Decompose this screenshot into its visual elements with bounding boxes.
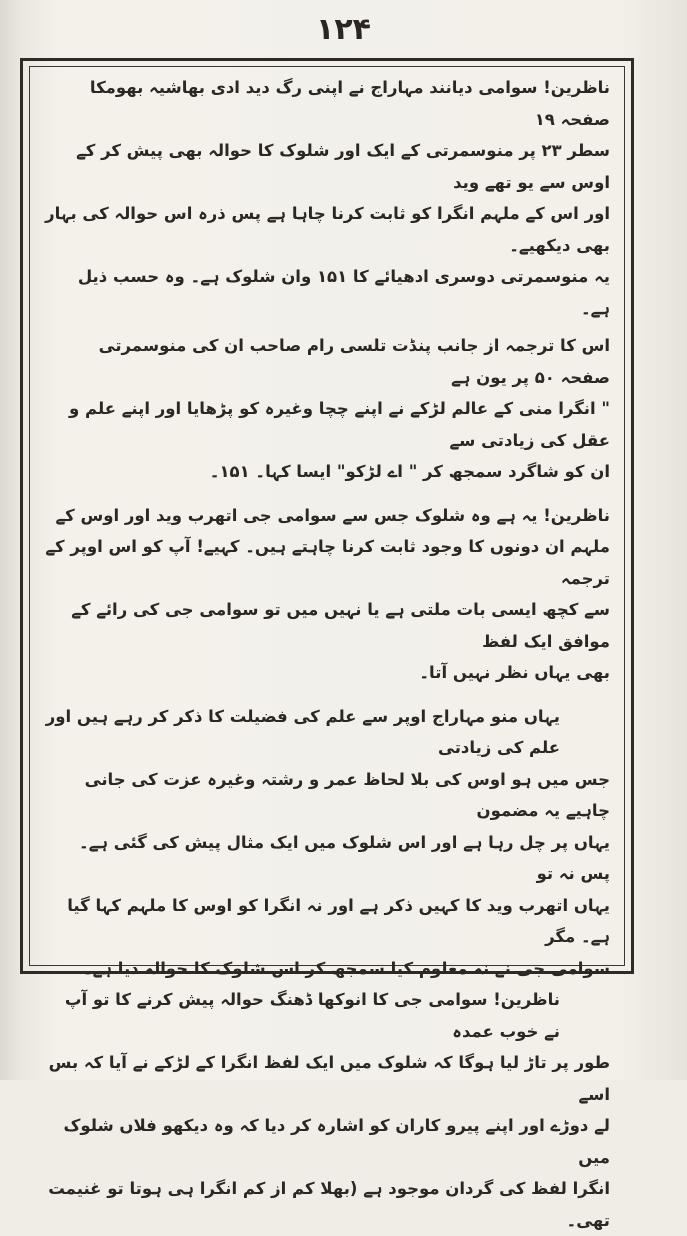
page-number: ۱۲۴ [316, 12, 371, 47]
paragraph-line: جس میں ہو اوس کی بلا لحاظ عمر و رشتہ وغیرہ عزت کی جانی چاہیے یہ مضمون [84, 769, 610, 820]
paragraph-line: لے دوڑے اور اپنے پیرو کاران کو اشارہ کر دیا کہ وہ دیکھو فلاں شلوک میں [63, 1116, 610, 1167]
paragraph-line: اس کا ترجمہ از جانب پنڈت تلسی رام صاحب ان کی منوسمرتی صفحہ ۵۰ پر یون ہے [98, 336, 610, 387]
paragraph-line: یہاں اتھرب وید کا کہیں ذکر ہے اور نہ انگرا کو اوس کا ملہم کہا گیا ہے۔ مگر [67, 895, 610, 946]
paragraph-line: یہ منوسمرتی دوسری ادھیائے کا ۱۵۱ وان شلوک ہے۔ وہ حسب ذیل ہے۔ [77, 267, 610, 318]
paragraph-line: بھی یہاں نظر نہیں آتا۔ [419, 663, 610, 682]
paragraph-line: انگرا لفظ کی گردان موجود ہے (بھلا کم از کم انگرا ہی ہوتا تو غنیمت تھی۔ [48, 1179, 610, 1230]
paragraph-line: یہاں پر چل رہا ہے اور اس شلوک میں ایک مثال پیش کی گئی ہے۔ پس نہ تو [79, 832, 610, 883]
paragraph-line: سوامی جی نے نہ معلوم کیا سمجھ کر اس شلوک کا حوالہ دیا ہے۔ [83, 958, 610, 978]
paragraph-line: ان کو شاگرد سمجھ کر " اے لڑکو" ایسا کہا۔ ۱۵۱۔ [209, 462, 610, 481]
paragraph-line: ناظرین! سوامی جی کا انوکھا ڈھنگ حوالہ پیش کرنے کا تو آپ نے خوب عمدہ [64, 990, 560, 1041]
paragraph-line: سے کچھ ایسی بات ملتی ہے یا نہیں میں تو سوامی جی کی رائے کے موافق ایک لفظ [71, 600, 610, 651]
paragraph-line: اور اس کے ملہم انگرا کو ثابت کرنا چاہا ہے پس ذرہ اس حوالہ کی بہار بھی دیکھیے۔ [45, 204, 610, 255]
paragraph-line: " انگرا منی کے عالم لڑکے نے اپنے چچا وغیرہ کو پڑھایا اور اپنے علم و عقل کی زیادتی سے [69, 399, 610, 450]
paragraph-line: ناظرین! سوامی دیانند مہاراج نے اپنی رگ دید ادی بھاشیہ بھومکا صفحہ ۱۹ [89, 78, 610, 129]
page-text [40, 72, 614, 1230]
paragraph-line: طور پر تاڑ لیا ہوگا کہ شلوک میں ایک لفظ انگرا کے لڑکے نے آیا کہ بس اسے [48, 1053, 610, 1104]
paragraph-line: یہاں منو مہاراج اوپر سے علم کی فضیلت کا ذکر کر رہے ہیں اور علم کی زیادتی [45, 706, 560, 757]
paragraph-line: ملہم ان دونوں کا وجود ثابت کرنا چاہتے ہیں۔ کہیے! آپ کو اس اوپر کے ترجمہ [45, 537, 610, 588]
paragraph-line: سطر ۲۳ پر منوسمرتی کے ایک اور شلوک کا حوالہ بھی پیش کر کے اوس سے یو تھے وید [76, 141, 610, 192]
paragraph-line: ناظرین! یہ ہے وہ شلوک جس سے سوامی جی اتھرب وید اور اوس کے [55, 505, 610, 525]
